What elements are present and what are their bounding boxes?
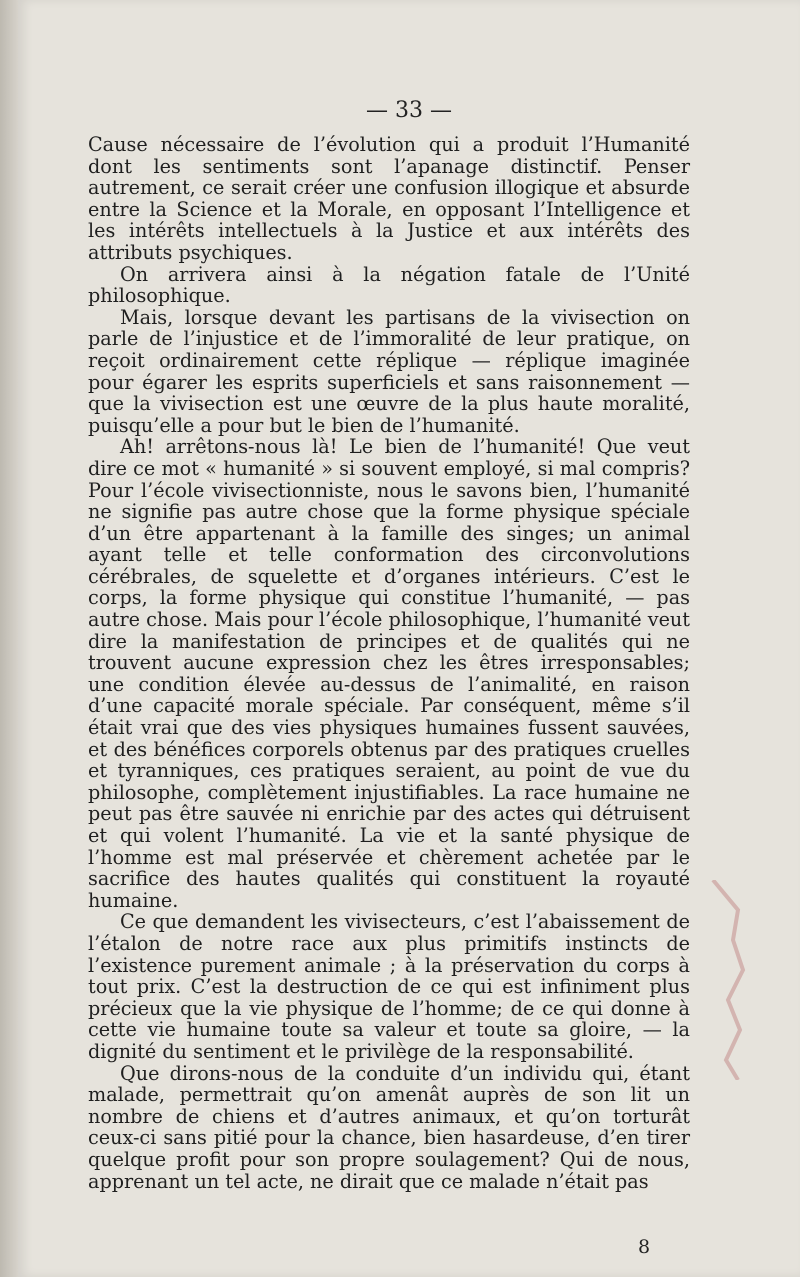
paragraph-1: Cause nécessaire de l’évolution qui a produit l’Humanité dont les sentiments sont l’apanage distinctif. Penser autrement, ce serait créer une confusion illogique et absurde entre la Science et la Morale, en opposant l’Intelligence et les intérêts intellectuels à la Justice et aux intérêts des attributs psychiques. bbox=[88, 133, 690, 264]
paragraph-4: Ah! arrêtons-nous là! Le bien de l’humanité! Que veut dire ce mot « humanité » si souvent employé, si mal compris? Pour l’école vivisectionniste, nous le savons bien, l’humanité ne signifie pas autre chose que la forme physique spéciale d’un être appartenant à la famille des singes; un animal ayant telle et telle conformation des circonvolutions cérébrales, de squelette et d’organes intérieurs. C’est le corps, la forme physique qui constitue l’humanité, — pas autre chose. Mais pour l’école philosophique, l’humanité veut dire la manifestation de principes et de qualités qui ne trouvent aucune expression chez les êtres irresponsables; une condition élevée au-dessus de l’animalité, en raison d’une capacité morale spéciale. Par conséquent, même s’il était vrai que des vies physiques humaines fussent sauvées, et des bénéfices corporels obtenus par des pratiques cruelles et tyranniques, ces pratiques seraient, au point de vue du philosophe, complètement injustifiables. La race humaine ne peut pas être sauvée ni enrichie par des actes qui détruisent et qui volent l’humanité. La vie et la santé physique de l’homme est mal préservée et chèrement achetée par le sacrifice des hautes qualités qui constituent la royauté humaine. bbox=[88, 435, 690, 912]
book-page bbox=[18, 0, 800, 1277]
ink-bleed-mark bbox=[708, 880, 748, 1080]
paragraph-6: Que dirons-nous de la conduite d’un individu qui, étant malade, permettrait qu’on amenât auprès de son lit un nombre de chiens et d’autres animaux, et qu’on torturât ceux-ci sans pitié pour la chance, bien hasardeuse, d’en tirer quelque profit pour son propre soulagement? Qui de nous, apprenant un tel acte, ne dirait que ce malade n’était pas bbox=[88, 1061, 690, 1193]
paragraph-5: Ce que demandent les vivisecteurs, c’est l’abaissement de l’étalon de notre race aux plus primitifs instincts de l’existence purement animale ; à la préservation du corps à tout prix. C’est la destruction de ce qui est infiniment plus précieux que la vie physique de l’homme; de ce qui donne à cette vie humaine toute sa valeur et toute sa gloire, — la dignité du sentiment et le privilège de la responsabilité. bbox=[88, 910, 690, 1063]
page-number: — 33 — bbox=[366, 98, 452, 123]
paragraph-3: Mais, lorsque devant les partisans de la vivisection on parle de l’injustice et de l’immoralité de leur pratique, on reçoit ordinairement cette réplique — réplique imaginée pour égarer les esprits superficiels et sans raisonnement — que la vivisection est une œuvre de la plus haute moralité, puisqu’elle a pour but le bien de l’humanité. bbox=[88, 305, 690, 437]
body-text bbox=[88, 134, 690, 1192]
signature-mark: 8 bbox=[638, 1236, 651, 1258]
paragraph-2: On arrivera ainsi à la négation fatale de l’Unité philosophique. bbox=[88, 262, 690, 308]
book-gutter bbox=[0, 0, 18, 1277]
